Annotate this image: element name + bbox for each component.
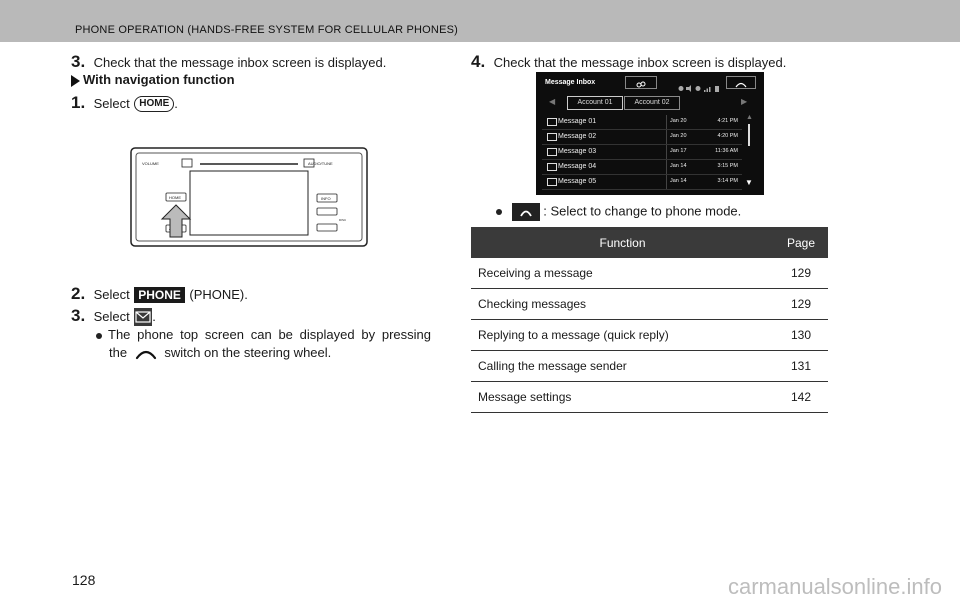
envelope-icon — [547, 133, 557, 141]
message-name: Message 04 — [558, 163, 597, 170]
message-name: Message 02 — [558, 133, 597, 140]
step-text: Check that the message inbox screen is displayed. — [93, 55, 387, 70]
function-page-table — [471, 227, 828, 413]
step-number: 3. — [71, 306, 86, 325]
step-suffix: . — [174, 96, 178, 111]
audio-tune-label: AUDIO/TUNE — [308, 161, 333, 166]
step-number: 1. — [71, 93, 86, 112]
step-1-select-home — [71, 93, 178, 113]
message-date: Jan 14 — [670, 163, 687, 169]
header-title: PHONE OPERATION (HANDS-FREE SYSTEM FOR CELLULAR PHONES) — [75, 24, 459, 36]
page-cell[interactable]: 142 — [774, 382, 828, 413]
head-unit-illustration — [130, 147, 368, 247]
screen-title: Message Inbox — [545, 79, 596, 86]
table-row — [471, 320, 828, 351]
scrollbar[interactable] — [748, 124, 750, 146]
message-time: 4:20 PM — [717, 133, 738, 139]
next-account-arrow-icon[interactable]: ▶ — [741, 97, 748, 106]
function-cell: Calling the message sender — [471, 351, 774, 382]
watermark: carmanualsonline.info — [727, 574, 942, 599]
table-row — [471, 258, 828, 289]
function-cell: Replying to a message (quick reply) — [471, 320, 774, 351]
page-header — [0, 0, 960, 42]
scroll-down-icon[interactable]: ▼ — [745, 178, 753, 187]
message-name: Message 03 — [558, 148, 597, 155]
envelope-icon — [547, 178, 557, 186]
nav-function-heading — [71, 72, 235, 87]
message-date: Jan 20 — [670, 133, 687, 139]
table-row — [471, 289, 828, 320]
page-cell[interactable]: 129 — [774, 289, 828, 320]
mail-icon — [134, 308, 152, 326]
info-button-label: INFO — [321, 196, 331, 201]
step-3-select-message — [71, 306, 156, 326]
message-time: 4:21 PM — [717, 118, 738, 124]
bullet-text-post: switch on the steering wheel. — [164, 345, 332, 360]
nav-heading-text: With navigation function — [83, 72, 235, 87]
bullet-icon — [96, 333, 102, 339]
step-text: Select — [93, 287, 130, 302]
tab-account-01[interactable]: Account 01 — [567, 96, 623, 110]
step-text: Select — [93, 96, 130, 111]
phone-mode-icon — [512, 203, 540, 221]
home-button-label: HOME — [169, 195, 181, 200]
page-number: 128 — [72, 572, 96, 588]
message-time: 3:15 PM — [717, 163, 738, 169]
page-cell[interactable]: 130 — [774, 320, 828, 351]
column-header-page: Page — [774, 227, 828, 258]
message-inbox-screen — [536, 72, 764, 195]
envelope-icon — [547, 163, 557, 171]
message-name: Message 05 — [558, 178, 597, 185]
step-2-select-phone — [71, 284, 248, 304]
message-row[interactable] — [542, 160, 742, 175]
step-4-check-inbox — [471, 52, 786, 72]
table-row — [471, 351, 828, 382]
bullet-line-1 — [96, 327, 431, 342]
message-date: Jan 14 — [670, 178, 687, 184]
bullet-icon — [496, 209, 502, 215]
message-time: 3:14 PM — [717, 178, 738, 184]
tab-account-02[interactable]: Account 02 — [624, 96, 680, 110]
message-row[interactable] — [542, 130, 742, 145]
triangle-right-icon — [71, 75, 80, 87]
prev-account-arrow-icon[interactable]: ◀ — [549, 97, 556, 106]
column-header-function: Function — [471, 227, 774, 258]
step-number: 2. — [71, 284, 86, 303]
step-3-check-inbox — [71, 52, 386, 72]
function-cell: Message settings — [471, 382, 774, 413]
page-cell[interactable]: 129 — [774, 258, 828, 289]
phone-key-icon: PHONE — [134, 287, 185, 303]
page-cell[interactable]: 131 — [774, 351, 828, 382]
volume-label: VOLUME — [142, 161, 159, 166]
bullet-line-2 — [109, 345, 331, 360]
function-cell: Receiving a message — [471, 258, 774, 289]
status-icons — [678, 79, 722, 85]
step-suffix: (PHONE). — [189, 287, 248, 302]
step-number: 4. — [471, 52, 486, 71]
message-row[interactable] — [542, 115, 742, 130]
step-text: Check that the message inbox screen is displayed. — [493, 55, 787, 70]
step-text: Select — [93, 309, 130, 324]
message-time: 11:36 AM — [715, 148, 738, 154]
bullet-text-pre: the — [109, 345, 128, 360]
function-cell: Checking messages — [471, 289, 774, 320]
bullet-text: The phone top screen can be displayed by pressing — [108, 327, 431, 342]
message-name: Message 01 — [558, 118, 597, 125]
step-number: 3. — [71, 52, 86, 71]
scroll-up-icon[interactable]: ▲ — [746, 114, 753, 121]
envelope-icon — [547, 118, 557, 126]
step-suffix: . — [152, 309, 156, 324]
message-date: Jan 20 — [670, 118, 687, 124]
phone-mode-bullet — [496, 203, 741, 221]
message-row[interactable] — [542, 175, 742, 190]
bullet-text: : Select to change to phone mode. — [543, 203, 742, 219]
phone-switch-icon — [135, 348, 157, 360]
message-date: Jan 17 — [670, 148, 687, 154]
table-row — [471, 382, 828, 413]
link-icon[interactable] — [625, 76, 657, 89]
message-row[interactable] — [542, 145, 742, 160]
home-key-icon: HOME — [134, 96, 174, 112]
disc-label: DISC — [339, 218, 347, 222]
phone-mode-button[interactable] — [726, 76, 756, 89]
envelope-icon — [547, 148, 557, 156]
